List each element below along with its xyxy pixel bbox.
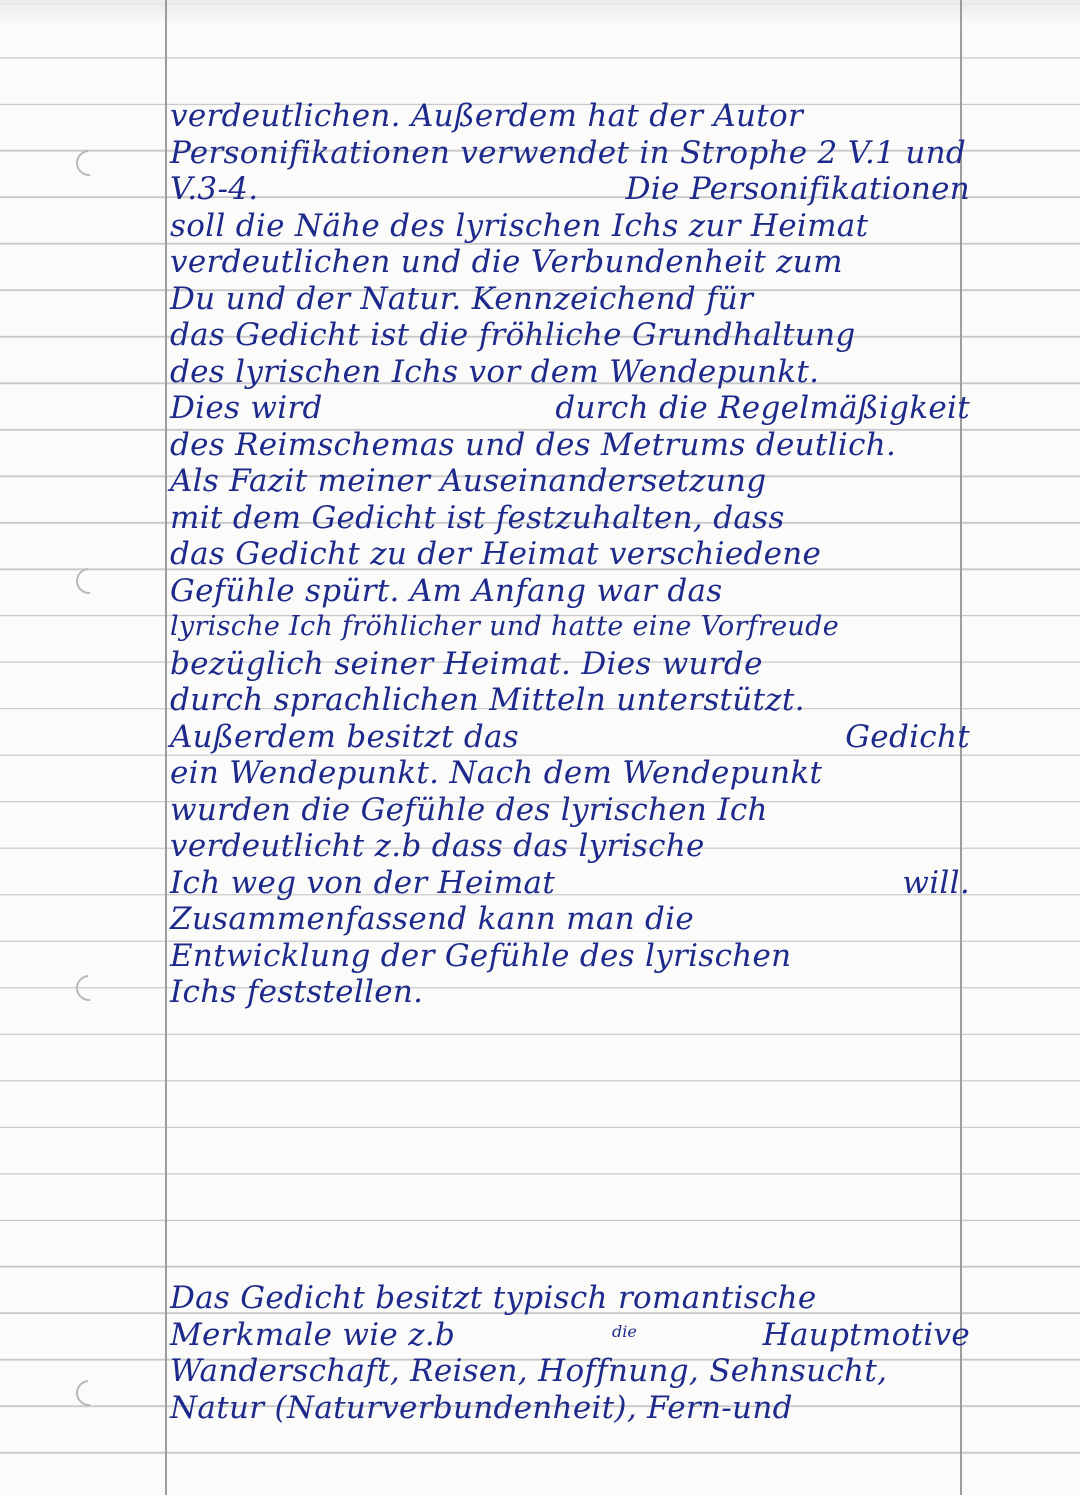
handwritten-paragraph-1 bbox=[170, 98, 970, 1011]
page-top-edge bbox=[0, 0, 1080, 28]
text-line: soll die Nähe des lyrischen Ichs zur Heimat bbox=[170, 207, 869, 244]
text-line: verdeutlicht z.b dass das lyrische bbox=[170, 828, 705, 864]
text-line: Du und der Natur. Kennzeichend für bbox=[170, 280, 754, 317]
text-line: Gefühle spürt. Am Anfang war das bbox=[170, 572, 723, 609]
text-line: lyrische Ich fröhlicher und hatte eine Vorfreude bbox=[170, 611, 839, 642]
text-line: verdeutlichen. Außerdem hat der Autor bbox=[170, 98, 804, 134]
text-fragment: Die Personifikationen bbox=[625, 171, 970, 207]
text-line: mit dem Gedicht ist festzuhalten, dass bbox=[170, 499, 785, 536]
text-fragment: Dies wird bbox=[170, 390, 323, 426]
text-fragment: Gedicht bbox=[845, 718, 970, 755]
text-line bbox=[170, 865, 970, 902]
text-line: Wanderschaft, Reisen, Hoffnung, Sehnsucht, bbox=[170, 1353, 888, 1389]
text-line: durch sprachlichen Mitteln unterstützt. bbox=[170, 682, 805, 718]
text-line: ein Wendepunkt. Nach dem Wendepunkt bbox=[170, 755, 823, 791]
punch-hole-mark bbox=[71, 1375, 108, 1412]
text-fragment: Merkmale wie z.b bbox=[170, 1316, 456, 1353]
text-fragment: will. bbox=[902, 864, 970, 901]
text-line: das Gedicht ist die fröhliche Grundhaltung bbox=[170, 317, 856, 353]
punch-hole-mark bbox=[71, 145, 108, 182]
text-line bbox=[170, 390, 970, 427]
text-line: Das Gedicht besitzt typisch romantische bbox=[170, 1280, 817, 1316]
text-line bbox=[170, 719, 970, 756]
text-line: Personifikationen verwendet in Strophe 2 V.1 und bbox=[170, 134, 966, 171]
text-line: Als Fazit meiner Auseinandersetzung bbox=[170, 463, 767, 499]
text-line: des lyrischen Ichs vor dem Wendepunkt. bbox=[170, 353, 820, 390]
text-fragment: Außerdem besitzt das bbox=[170, 718, 520, 755]
punch-hole-mark bbox=[71, 563, 108, 600]
text-line bbox=[170, 1317, 970, 1354]
text-line: Entwicklung der Gefühle des lyrischen bbox=[170, 937, 792, 974]
left-margin-line bbox=[165, 0, 167, 1495]
text-line: Zusammenfassend kann man die bbox=[170, 901, 695, 937]
text-line: verdeutlichen und die Verbundenheit zum bbox=[170, 244, 843, 280]
text-line bbox=[170, 171, 970, 208]
text-fragment: Hauptmotive bbox=[762, 1316, 970, 1353]
text-line: das Gedicht zu der Heimat verschiedene bbox=[170, 536, 822, 572]
inserted-word: die bbox=[612, 1322, 637, 1341]
text-line: wurden die Gefühle des lyrischen Ich bbox=[170, 791, 768, 828]
text-fragment: V.3-4. bbox=[170, 171, 259, 207]
text-line: Ichs feststellen. bbox=[170, 974, 424, 1010]
text-fragment: Ich weg von der Heimat bbox=[170, 864, 556, 901]
punch-hole-mark bbox=[71, 970, 108, 1007]
text-line: bezüglich seiner Heimat. Dies wurde bbox=[170, 645, 763, 682]
text-line: des Reimschemas und des Metrums deutlich. bbox=[170, 426, 897, 463]
text-fragment: durch die Regelmäßigkeit bbox=[555, 390, 970, 426]
handwritten-paragraph-2 bbox=[170, 1280, 970, 1426]
text-line: Natur (Naturverbundenheit), Fern-und bbox=[170, 1389, 793, 1426]
